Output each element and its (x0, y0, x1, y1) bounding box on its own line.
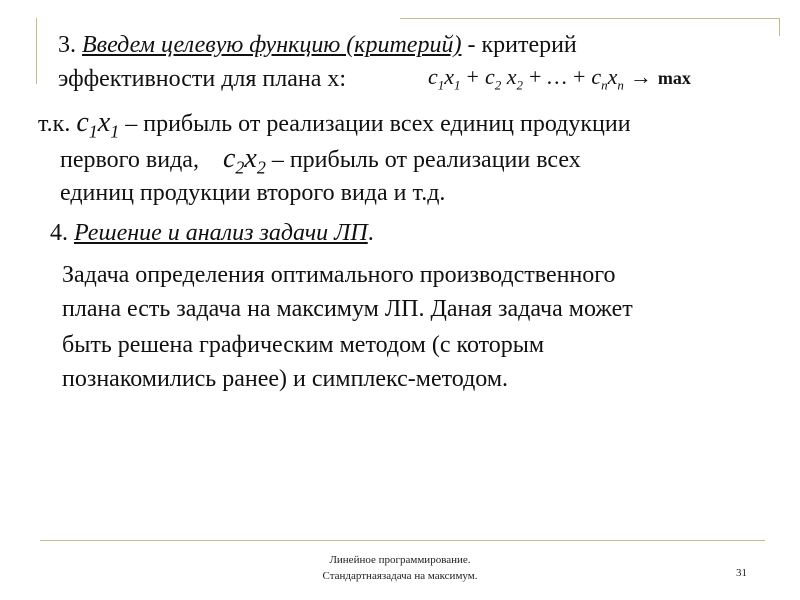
point-4-title: Решение и анализ задачи ЛП (74, 220, 368, 246)
body-line-2: плана есть задача на максимум ЛП. Даная задача может (62, 296, 633, 322)
because-line (38, 108, 631, 147)
body-line-1: Задача определения оптимального производственного (62, 262, 616, 288)
point-3-line1 (58, 30, 577, 60)
point-3-rest: - критерий (461, 32, 577, 58)
point-4-line: 4. Решение и анализ задачи ЛП. (50, 220, 374, 246)
because-rest: – прибыль от реализации всех единиц продукции (119, 111, 631, 137)
point-3-line2: эффективности для плана х: (58, 66, 347, 92)
first-type-line (60, 144, 581, 183)
body-line-3: быть решена графическим методом (с которым (62, 332, 545, 358)
decor-top-line (400, 18, 780, 19)
footer-divider (40, 540, 765, 541)
objective-formula: $c_1x_1 + c_2$ $x_2$ + … + $c_nx_n \to \max$ (428, 64, 691, 93)
first-type-rest: – прибыль от реализации всех (265, 147, 581, 173)
point-3-number: 3. (58, 32, 82, 58)
point-4-number: 4. (50, 220, 74, 246)
footer-caption (300, 552, 500, 584)
page-number: 31 (736, 567, 747, 579)
decor-left-line (36, 18, 37, 84)
footer-line-1: Линейное программирование. (329, 554, 471, 566)
inline-formula-c2x2: $c_2x_2$ (222, 143, 266, 178)
decor-right-line (779, 18, 780, 36)
point-3-title: Введем целевую функцию (критерий) (82, 32, 462, 58)
first-type-label: первого вида, (60, 147, 199, 173)
footer-line-2: Стандартнаязадача на максимум. (322, 570, 478, 582)
inline-formula-c1x1: $c_1x_1$ (76, 107, 120, 142)
second-type-line: единиц продукции второго вида и т.д. (60, 180, 446, 206)
body-line-4: познакомились ранее) и симплекс-методом. (62, 366, 509, 392)
because-label: т.к. (38, 111, 71, 137)
